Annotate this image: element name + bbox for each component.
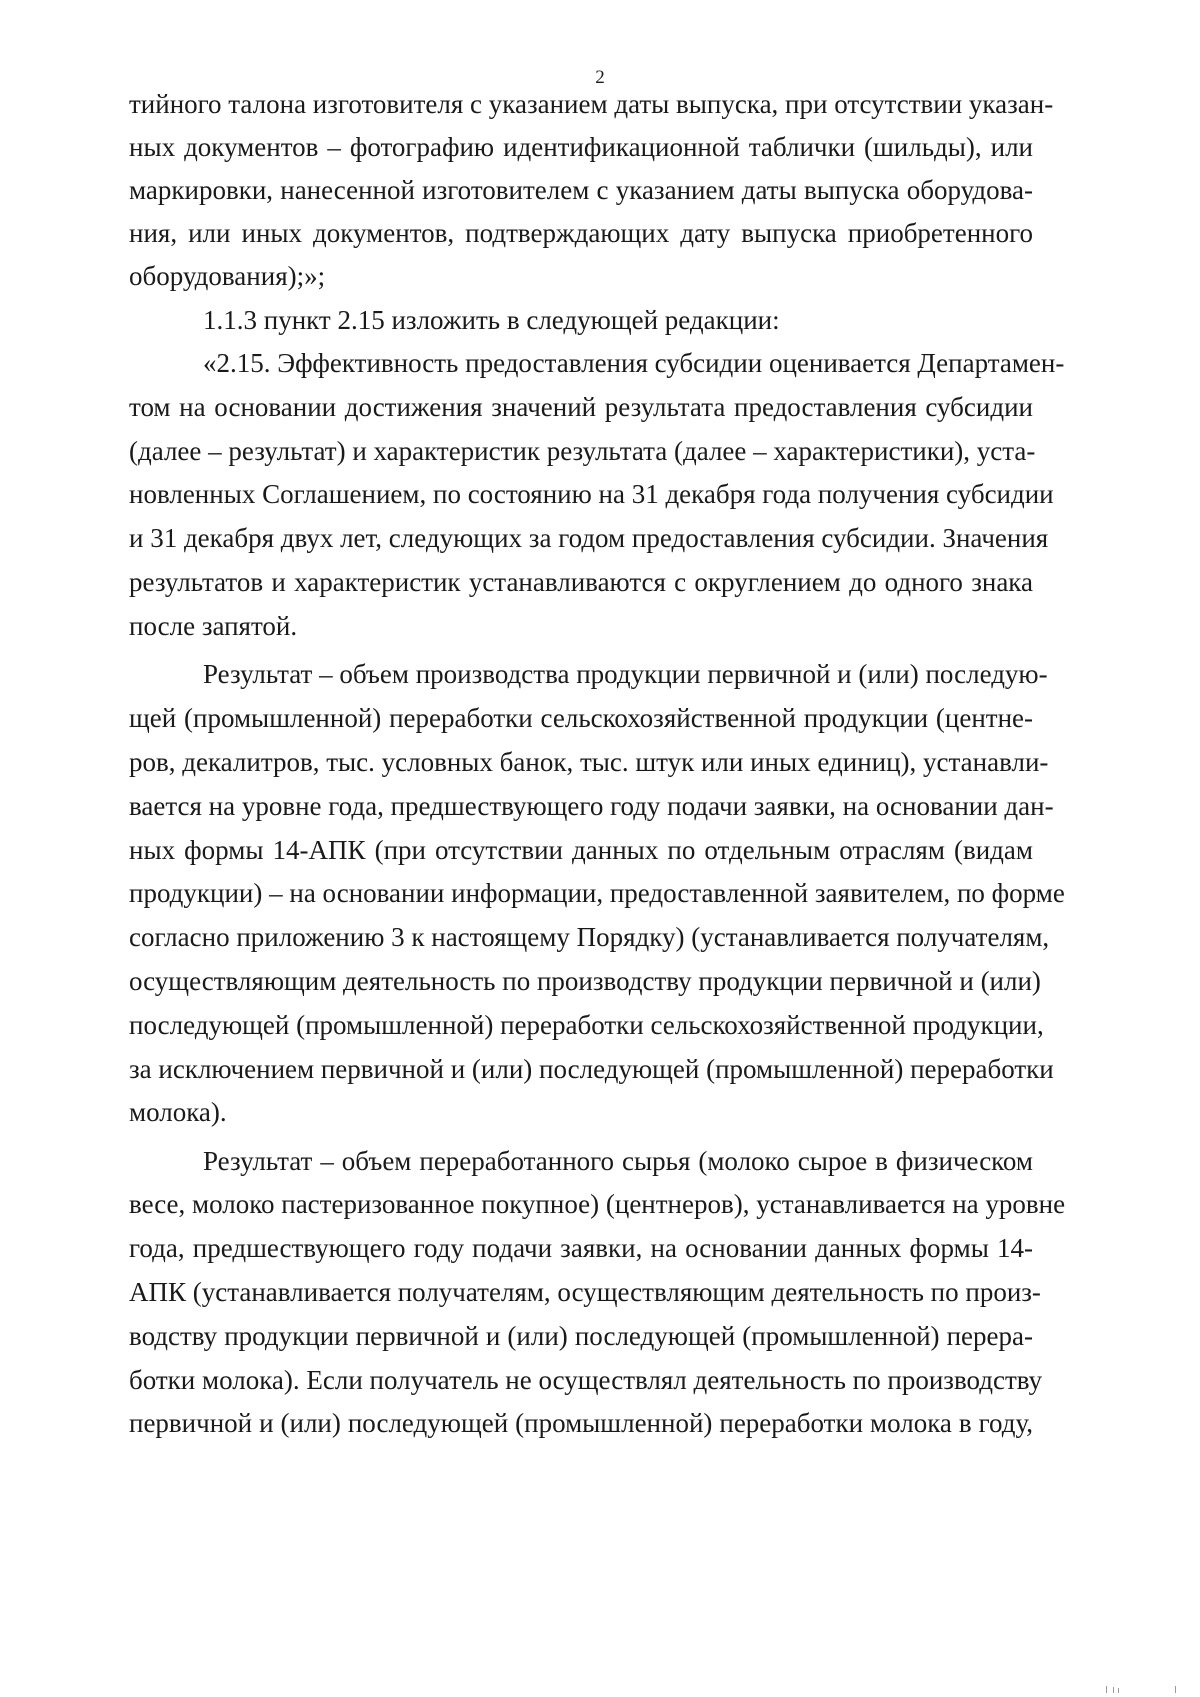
paragraph-5-line-1: Результат – объем переработанного сырья (молоко сырое в физическом (203, 1146, 1033, 1176)
paragraph-4-line-5: ных формы 14-АПК (при отсутствии данных по отдельным отраслям (видам (129, 835, 1033, 865)
paragraph-4-line-7: согласно приложению 3 к настоящему Порядку) (устанавливается получателям, (129, 922, 1050, 952)
paragraph-1-line-4: ния, или иных документов, подтверждающих дату выпуска приобретенного (129, 218, 1033, 248)
paragraph-4-line-9: последующей (промышленной) переработки сельскохозяйственной продукции, (129, 1010, 1044, 1040)
paragraph-3-line-3: (далее – результат) и характеристик результата (далее – характеристики), уста- (129, 436, 1036, 466)
scan-speck-3 (1118, 1688, 1119, 1693)
scan-speck-2 (1113, 1687, 1114, 1693)
paragraph-4-line-1: Результат – объем производства продукции первичной и (или) последую- (203, 659, 1048, 689)
scan-speck-4 (1175, 1686, 1176, 1693)
paragraph-3-line-2: том на основании достижения значений результата предоставления субсидии (129, 392, 1033, 422)
paragraph-3-line-4: новленных Соглашением, по состоянию на 31 декабря года получения субсидии (129, 479, 1054, 509)
paragraph-5-line-3: года, предшествующего году подачи заявки, на основании данных формы 14- (129, 1233, 1033, 1263)
page-number: 2 (595, 67, 605, 88)
paragraph-4-line-4: вается на уровне года, предшествующего году подачи заявки, на основании дан- (129, 791, 1054, 821)
paragraph-3-line-6: результатов и характеристик устанавливаются с округлением до одного знака (129, 567, 1033, 597)
paragraph-1-line-5: оборудования);»; (129, 261, 326, 291)
paragraph-1-line-3: маркировки, нанесенной изготовителем с указанием даты выпуска оборудова- (129, 175, 1033, 205)
paragraph-2-line-1: 1.1.3 пункт 2.15 изложить в следующей редакции: (203, 305, 780, 335)
paragraph-3-line-7: после запятой. (129, 611, 298, 641)
paragraph-5-line-2: весе, молоко пастеризованное покупное) (центнеров), устанавливается на уровне (129, 1189, 1066, 1219)
paragraph-5-line-4: АПК (устанавливается получателям, осуществляющим деятельность по произ- (129, 1277, 1041, 1307)
paragraph-4-line-2: щей (промышленной) переработки сельскохозяйственной продукции (центне- (129, 703, 1033, 733)
paragraph-3-line-5: и 31 декабря двух лет, следующих за годом предоставления субсидии. Значения (129, 523, 1049, 553)
paragraph-5-line-5: водству продукции первичной и (или) последующей (промышленной) перера- (129, 1321, 1033, 1351)
paragraph-4-line-8: осуществляющим деятельность по производству продукции первичной и (или) (129, 966, 1041, 996)
paragraph-5-line-6: ботки молока). Если получатель не осуществлял деятельность по производству (129, 1365, 1043, 1395)
paragraph-1-line-2: ных документов – фотографию идентификационной таблички (шильды), или (129, 132, 1033, 162)
paragraph-4-line-3: ров, декалитров, тыс. условных банок, тыс. штук или иных единиц), устанавли- (129, 747, 1049, 777)
paragraph-4-line-10: за исключением первичной и (или) последующей (промышленной) переработки (129, 1054, 1054, 1084)
paragraph-1-line-1: тийного талона изготовителя с указанием даты выпуска, при отсутствии указан- (129, 89, 1054, 119)
paragraph-4-line-11: молока). (129, 1097, 227, 1127)
paragraph-3-line-1: «2.15. Эффективность предоставления субсидии оценивается Департамен- (203, 348, 1065, 378)
paragraph-5-line-7: первичной и (или) последующей (промышленной) переработки молока в году, (129, 1408, 1033, 1438)
scan-speck-1 (1106, 1686, 1107, 1693)
paragraph-4-line-6: продукции) – на основании информации, предоставленной заявителем, по форме (129, 878, 1065, 908)
